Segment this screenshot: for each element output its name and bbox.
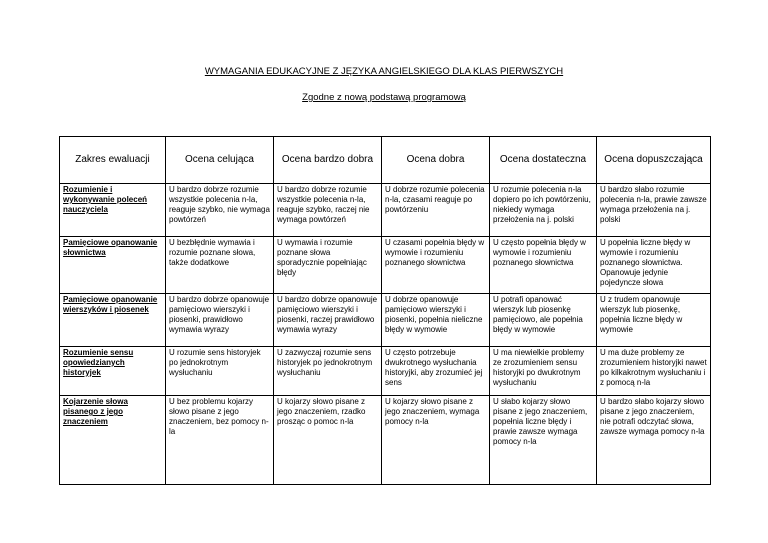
table-cell: U rozumie polecenia n-la dopiero po ich powtórzeniu, niekiedy wymaga przełożenia na j. polski [490,184,597,237]
table-cell: U kojarzy słowo pisane z jego znaczeniem, wymaga pomocy n-la [382,396,490,485]
table-cell: U ma niewielkie problemy ze zrozumieniem sensu historyjki po dwukrotnym wysłuchaniu [490,347,597,396]
header-dobra: Ocena dobra [382,137,490,184]
table-cell: U słabo kojarzy słowo pisane z jego znaczeniem, popełnia liczne błędy i prawie zawsze wymaga pomocy n-la [490,396,597,485]
table-row [60,396,711,485]
row-area: Pamięciowe opanowanie wierszyków i piosenek [60,294,166,347]
header-celujaca: Ocena celująca [166,137,274,184]
table-cell: U ma duże problemy ze zrozumieniem historyjki nawet po kilkakrotnym wysłuchaniu i z pomocą n-la [597,347,711,396]
table-header-row [60,137,711,184]
table-cell: U bardzo słabo rozumie polecenia n-la, prawie zawsze wymaga przełożenia na j. polski [597,184,711,237]
table-cell: U dobrze rozumie polecenia n-la, czasami reaguje po powtórzeniu [382,184,490,237]
table-cell: U czasami popełnia błędy w wymowie i rozumieniu poznanego słownictwa [382,237,490,294]
table-cell: U bardzo dobrze opanowuje pamięciowo wierszyki i piosenki, prawidłowo wymawia wyrazy [166,294,274,347]
header-bardzo-dobra: Ocena bardzo dobra [274,137,382,184]
table-cell: U rozumie sens historyjek po jednokrotnym wysłuchaniu [166,347,274,396]
table-cell: U bardzo dobrze rozumie wszystkie polecenia n-la, reaguje szybko, nie wymaga powtórzeń [166,184,274,237]
table-cell: U często potrzebuje dwukrotnego wysłuchania historyjki, aby zrozumieć jej sens [382,347,490,396]
table-cell: U z trudem opanowuje wierszyk lub piosenkę, popełnia liczne błędy w wymowie [597,294,711,347]
table-cell: U popełnia liczne błędy w wymowie i rozumieniu poznanego słownictwa. Opanowuje jedynie pojedyncze słowa [597,237,711,294]
table-row [60,237,711,294]
table-row [60,347,711,396]
table-cell: U bardzo dobrze rozumie wszystkie polecenia n-la, reaguje szybko, raczej nie wymaga powtórzeń [274,184,382,237]
row-area: Pamięciowe opanowanie słownictwa [60,237,166,294]
table-row [60,294,711,347]
table-cell: U bardzo słabo kojarzy słowo pisane z jego znaczeniem, nie potrafi odczytać słowa, zawsze wymaga pomocy n-la [597,396,711,485]
table-cell: U często popełnia błędy w wymowie i rozumieniu poznanego słownictwa [490,237,597,294]
document-title: WYMAGANIA EDUKACYJNE Z JĘZYKA ANGIELSKIEGO DLA KLAS PIERWSZYCH [204,66,564,77]
table-cell: U dobrze opanowuje pamięciowo wierszyki i piosenki, popełnia nieliczne błędy w wymowie [382,294,490,347]
table-cell: U bez problemu kojarzy słowo pisane z jego znaczeniem, bez pomocy n-la [166,396,274,485]
document-subtitle: Zgodne z nową podstawą programową [302,92,466,103]
row-area: Rozumienie sensu opowiedzianych historyjek [60,347,166,396]
header-dopuszczajaca: Ocena dopuszczająca [597,137,711,184]
table-cell: U potrafi opanować wierszyk lub piosenkę pamięciowo, ale popełnia błędy w wymowie [490,294,597,347]
table-cell: U kojarzy słowo pisane z jego znaczeniem, rzadko prosząc o pomoc n-la [274,396,382,485]
header-zakres: Zakres ewaluacji [60,137,166,184]
row-area: Kojarzenie słowa pisanego z jego znaczeniem [60,396,166,485]
table-cell: U zazwyczaj rozumie sens historyjek po jednokrotnym wysłuchaniu [274,347,382,396]
table-row [60,184,711,237]
table-cell: U bardzo dobrze opanowuje pamięciowo wierszyki i piosenki, raczej prawidłowo wymawia wyrazy [274,294,382,347]
header-dostateczna: Ocena dostateczna [490,137,597,184]
requirements-table [59,136,711,485]
table-cell: U wymawia i rozumie poznane słowa sporadycznie popełniając błędy [274,237,382,294]
row-area: Rozumienie i wykonywanie poleceń nauczyciela [60,184,166,237]
table-cell: U bezbłędnie wymawia i rozumie poznane słowa, także dodatkowe [166,237,274,294]
